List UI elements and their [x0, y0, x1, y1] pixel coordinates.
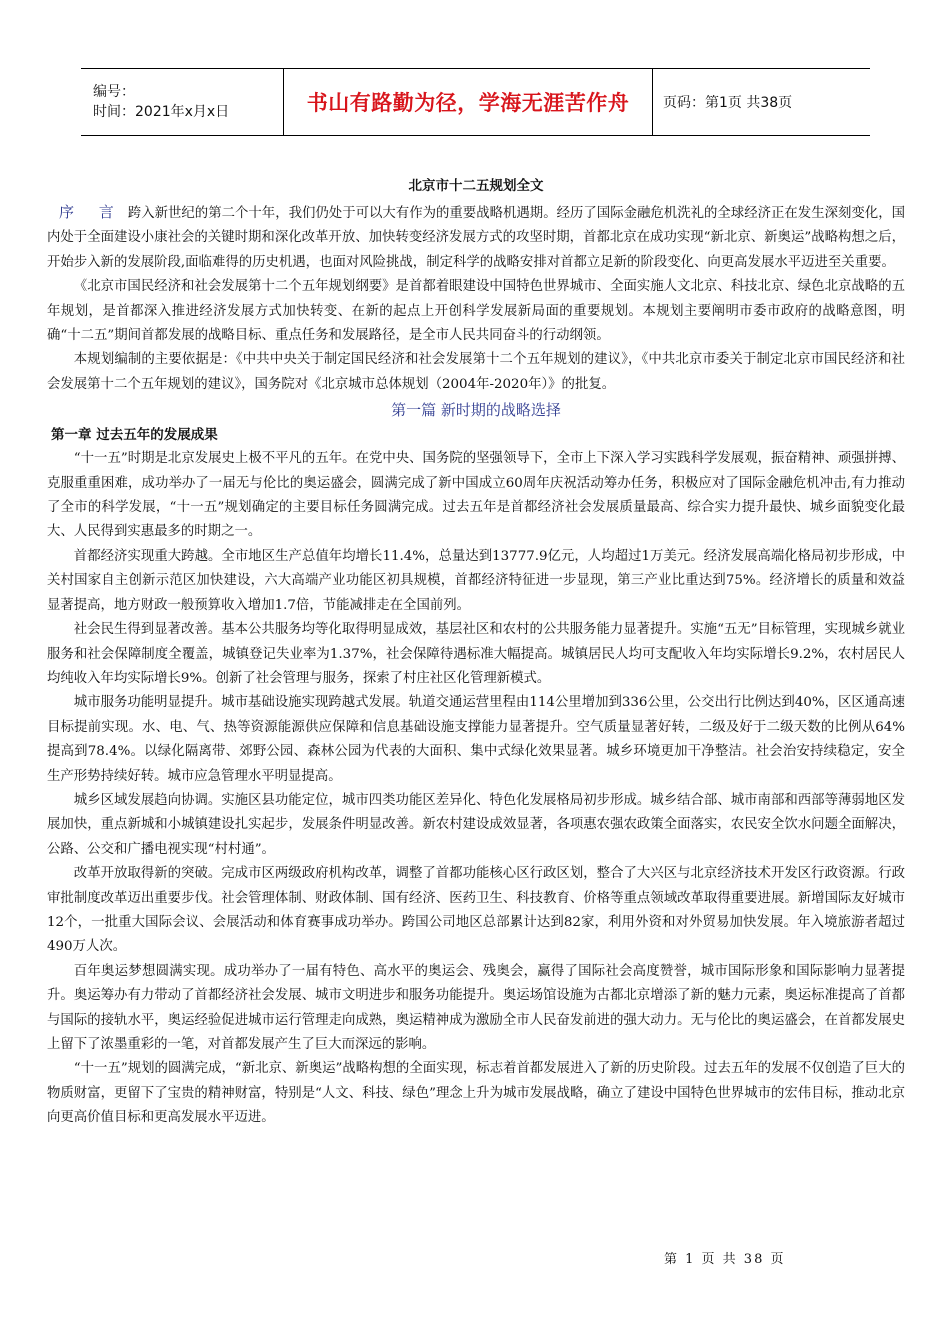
chapter-paragraph: 改革开放取得新的突破。完成市区两级政府机构改革，调整了首都功能核心区行政区划，整合了大兴区与北京经济技术开发区行政资源。行政审批制度改革迈出重要步伐。社会管理体制、财政体制、国有经济、医药卫生、科技教育、价格等重点领域改革取得重要进展。新增国际友好城市12个，一批重大国际会议、会展活动和体育赛事成功举办。跨国公司地区总部累计达到82家，利用外资和对外贸易加快发展。年入境旅游者超过490万人次。: [47, 866, 905, 955]
page-header: [81, 68, 870, 136]
chapter-title: 第一章 过去五年的发展成果: [51, 427, 218, 444]
time-label: 时间：2021年x月x日: [93, 104, 230, 120]
document-body: [47, 174, 905, 1131]
chapter-paragraph: 城市服务功能明显提升。城市基础设施实现跨越式发展。轨道交通运营里程由114公里增加到336公里，公交出行比例达到40%，区区通高速目标提前实现。水、电、气、热等资源能源供应保障和信息基础设施支撑能力显著提升。空气质量显著好转，二级及好于二级天数的比例从64%提高到78.4%。以绿化隔离带、郊野公园、森林公园为代表的大面积、集中式绿化效果显著。城乡环境更加干净整洁。社会治安持续稳定，安全生产形势持续好转。城市应急管理水平明显提高。: [47, 695, 905, 784]
number-label: 编号：: [93, 84, 135, 100]
intro-paragraph: 《北京市国民经济和社会发展第十二个五年规划纲要》是首都着眼建设中国特色世界城市、全面实施人文北京、科技北京、绿色北京战略的五年规划，是首都深入推进经济发展方式加快转变、在新的起点上开创科学发展新局面的重要规划。本规划主要阐明市委市政府的战略意图，明确“十二五”期间首都发展的战略目标、重点任务和发展路径，是全市人民共同奋斗的行动纲领。: [47, 279, 905, 344]
chapter-paragraph: 百年奥运梦想圆满实现。成功举办了一届有特色、高水平的奥运会、残奥会，赢得了国际社会高度赞誉，城市国际形象和国际影响力显著提升。奥运筹办有力带动了首都经济社会发展、城市文明进步和服务功能提升。奥运场馆设施为古都北京增添了新的魅力元素，奥运标准提高了首都与国际的接轨水平，奥运经验促进城市运行管理走向成熟，奥运精神成为激励全市人民奋发前进的强大动力。无与伦比的奥运盛会，在首都发展史上留下了浓墨重彩的一笔，对首都发展产生了巨大而深远的影响。: [47, 963, 905, 1052]
preface-label: 序 言: [59, 203, 124, 221]
header-meta: [81, 69, 283, 135]
chapter-paragraph: 首都经济实现重大跨越。全市地区生产总值年均增长11.4%，总量达到13777.9亿元，人均超过1万美元。经济发展高端化格局初步形成，中关村国家自主创新示范区加快建设，六大高端产业功能区初具规模，首都经济特征进一步显现，第三产业比重达到75%。经济增长的质量和效益显著提高，地方财政一般预算收入增加1.7倍，节能减排走在全国前列。: [47, 548, 905, 613]
document-title: 北京市十二五规划全文: [408, 178, 544, 194]
page-footer: 第 1 页 共 38 页: [664, 1252, 786, 1267]
intro-paragraph: 本规划编制的主要依据是：《中共中央关于制定国民经济和社会发展第十二个五年规划的建议》，《中共北京市委关于制定北京市国民经济和社会发展第十二个五年规划的建议》，国务院对《北京城市总体规划（2004年-2020年）》的批复。: [47, 352, 905, 392]
header-page-info: 页码：第1页 共38页: [663, 95, 793, 111]
preface-paragraph: [47, 200, 905, 275]
part-title: 第一篇 新时期的战略选择: [391, 401, 561, 420]
chapter-paragraph: 社会民生得到显著改善。基本公共服务均等化取得明显成效，基层社区和农村的公共服务能力显著提升。实施“五无”目标管理，实现城乡就业服务和社会保障制度全覆盖，城镇登记失业率为1.37%，社会保障待遇标准大幅提高。城镇居民人均可支配收入年均实际增长9.2%，农村居民人均纯收入年均实际增长9%。创新了社会管理与服务，探索了村庄社区化管理新模式。: [47, 622, 905, 686]
header-motto: 书山有路勤为径，学海无涯苦作舟: [306, 91, 630, 115]
chapter-paragraph: “十一五”时期是北京发展史上极不平凡的五年。在党中央、国务院的坚强领导下，全市上下深入学习实践科学发展观，振奋精神、顽强拼搏、克服重重困难，成功举办了一届无与伦比的奥运盛会，圆满完成了新中国成立60周年庆祝活动筹办任务，积极应对了国际金融危机冲击,有力推动了全市的科学发展，“十一五”规划确定的主要目标任务圆满完成。过去五年是首都经济社会发展质量最高、综合实力提升最快、城乡面貌变化最大、人民得到实惠最多的时期之一。: [47, 451, 905, 540]
chapter-paragraph: “十一五”规划的圆满完成，“新北京、新奥运”战略构想的全面实现，标志着首都发展进入了新的历史阶段。过去五年的发展不仅创造了巨大的物质财富，更留下了宝贵的精神财富，特别是“人文、科技、绿色”理念上升为城市发展战略，确立了建设中国特色世界城市的宏伟目标，推动北京向更高价值目标和更高发展水平迈进。: [47, 1061, 905, 1126]
header-motto-cell: [283, 69, 653, 135]
preface-text: 跨入新世纪的第二个十年，我们仍处于可以大有作为的重要战略机遇期。经历了国际金融危机洗礼的全球经济正在发生深刻变化，国内处于全面建设小康社会的关键时期和深化改革开放、加快转变经济发展方式的攻坚时期，首都北京在成功实现“新北京、新奥运”战略构想之后，开始步入新的发展阶段,面临难得的历史机遇，也面对风险挑战，制定科学的战略安排对首都立足新的阶段变化、向更高发展水平迈进至关重要。: [47, 206, 905, 270]
chapter-paragraph: 城乡区域发展趋向协调。实施区县功能定位，城市四类功能区差异化、特色化发展格局初步形成。城乡结合部、城市南部和西部等薄弱地区发展加快，重点新城和小城镇建设扎实起步，发展条件明显改善。新农村建设成效显著，各项惠农强农政策全面落实，农民安全饮水问题全面解决，公路、公交和广播电视实现“村村通”。: [47, 792, 905, 857]
